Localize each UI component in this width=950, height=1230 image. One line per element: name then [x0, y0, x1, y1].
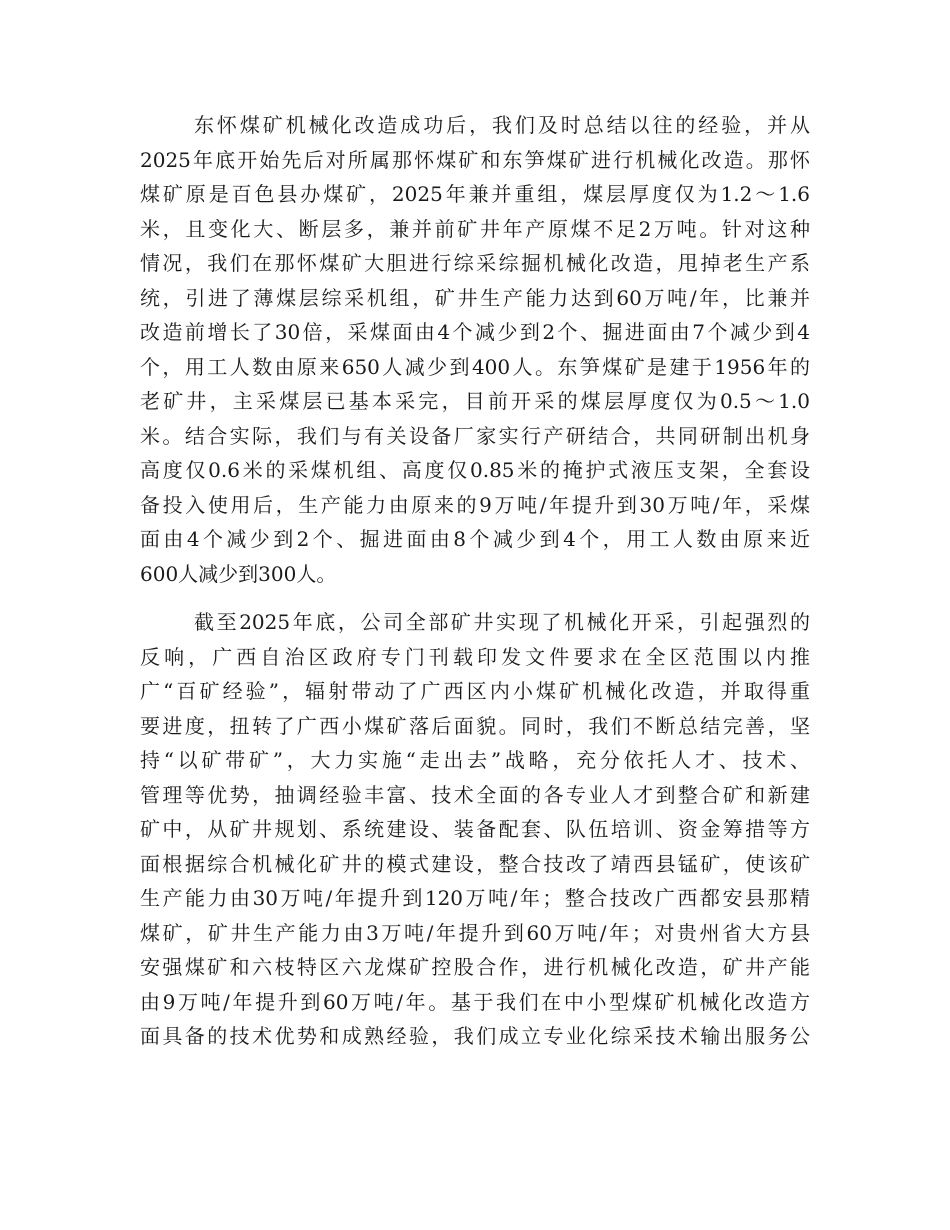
text-line: 广“百矿经验”，辐射带动了广西区内小煤矿机械化改造，并取得重: [140, 679, 810, 703]
text-line: 反响，广西自治区政府专门刊载印发文件要求在全区范围以内推: [140, 644, 810, 669]
text-line: 老矿井，主采煤层已基本采完，目前开采的煤层厚度仅为0.5～1.0: [140, 389, 810, 413]
paragraph-expansion-strategy: [140, 605, 810, 1054]
document-page: [140, 108, 810, 1054]
paragraph-mechanization-retrofit: [140, 108, 810, 591]
text-line: 由9万吨/年提升到60万吨/年。基于我们在中小型煤矿机械化改造方: [140, 989, 810, 1014]
text-line: 面根据综合机械化矿井的模式建设，整合技改了靖西县锰矿，使该矿: [140, 851, 810, 876]
text-line: 东怀煤矿机械化改造成功后，我们及时总结以往的经验，并从: [194, 113, 810, 137]
text-line: 600人减少到300人。: [140, 561, 337, 586]
text-line: 持“以矿带矿”，大力实施“走出去”战略，充分依托人才、技术、: [140, 748, 810, 772]
text-line: 面由4个减少到2个、掘进面由8个减少到4个，用工人数由原来近: [140, 527, 810, 551]
text-line: 个，用工人数由原来650人减少到400人。东笋煤矿是建于1956年的: [140, 354, 810, 379]
text-line: 矿中，从矿井规划、系统建设、装备配套、队伍培训、资金筹措等方: [140, 817, 810, 841]
text-line: 米，且变化大、断层多，兼并前矿井年产原煤不足2万吨。针对这种: [140, 216, 810, 241]
text-line: 情况，我们在那怀煤矿大胆进行综采综掘机械化改造，甩掉老生产系: [140, 251, 810, 275]
text-line: 煤矿，矿井生产能力由3万吨/年提升到60万吨/年；对贵州省大方县: [140, 920, 810, 945]
text-line: 2025年底开始先后对所属那怀煤矿和东笋煤矿进行机械化改造。那怀: [140, 147, 810, 172]
text-line: 生产能力由30万吨/年提升到120万吨/年；整合技改广西都安县那精: [140, 886, 810, 910]
text-line: 面具备的技术优势和成熟经验，我们成立专业化综采技术输出服务公: [140, 1024, 810, 1048]
text-line: 高度仅0.6米的采煤机组、高度仅0.85米的掩护式液压支架，全套设: [140, 458, 810, 482]
text-line: 统，引进了薄煤层综采机组，矿井生产能力达到60万吨/年，比兼并: [140, 285, 810, 310]
text-line: 备投入使用后，生产能力由原来的9万吨/年提升到30万吨/年，采煤: [140, 492, 810, 517]
text-line: 煤矿原是百色县办煤矿，2025年兼并重组，煤层厚度仅为1.2～1.6: [140, 182, 810, 206]
text-line: 管理等优势，抽调经验丰富、技术全面的各专业人才到整合矿和新建: [140, 782, 810, 807]
text-line: 截至2025年底，公司全部矿井实现了机械化开采，引起强烈的: [194, 610, 810, 634]
text-line: 米。结合实际，我们与有关设备厂家实行产研结合，共同研制出机身: [140, 423, 810, 448]
text-line: 安强煤矿和六枝特区六龙煤矿控股合作，进行机械化改造，矿井产能: [140, 955, 810, 979]
text-line: 要进度，扭转了广西小煤矿落后面貌。同时，我们不断总结完善，坚: [140, 713, 810, 738]
text-line: 改造前增长了30倍，采煤面由4个减少到2个、掘进面由7个减少到4: [140, 320, 810, 344]
